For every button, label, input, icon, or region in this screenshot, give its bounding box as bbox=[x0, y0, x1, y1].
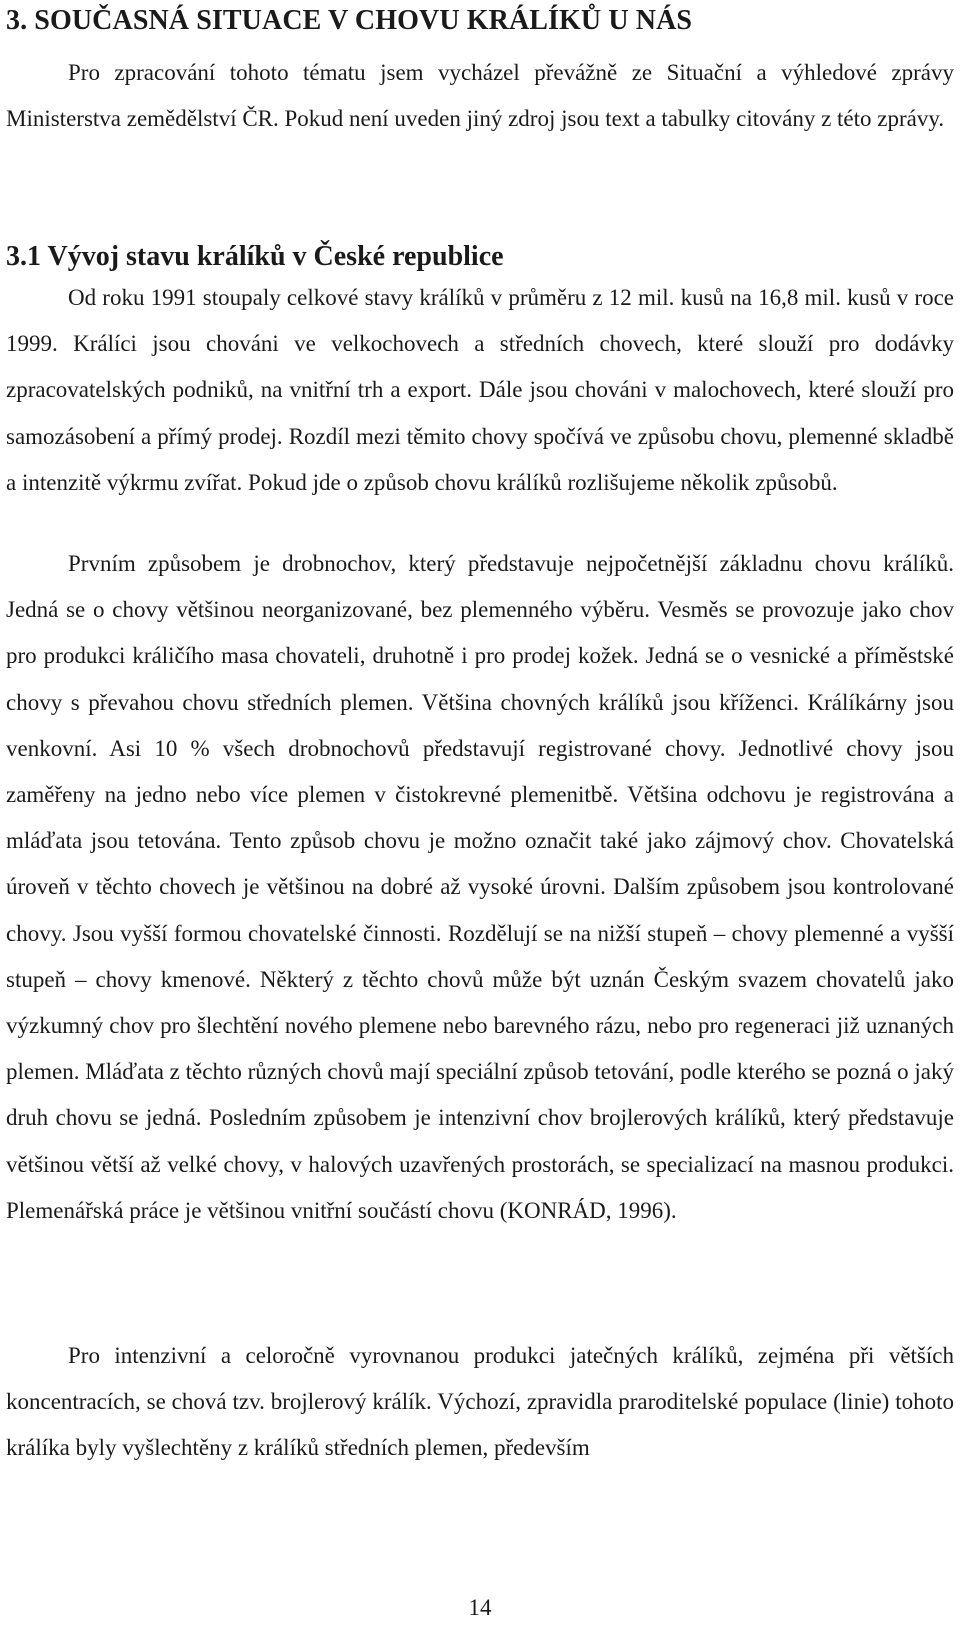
intro-paragraph: Pro zpracování tohoto tématu jsem vycházel převážně ze Situační a výhledové zprávy Ministerstva zemědělství ČR. Pokud není uveden jiný zdroj jsou text a tabulky citovány z této zprávy. bbox=[6, 60, 954, 132]
body-paragraph: Prvním způsobem je drobnochov, který představuje nejpočetnější základnu chovu králíků. Jedná se o chovy většinou neorganizované, bez plemenného výběru. Vesměs se provozuje jako chov pro produkci králičího masa chovateli, druhotně i pro prodej kožek. Jedná se o vesnické a příměstské chovy s převahou chovu středních plemen. Většina chovných králíků jsou kříženci. Králíkárny jsou venkovní. Asi 10 % všech drobnochovů představují registrované chovy. Jednotlivé chovy jsou zaměřeny na jedno nebo více plemen v čistokrevné plemenitbě. Většina odchovu je registrována a mláďata jsou tetována. Tento způsob chovu je možno označit také jako zájmový chov. Chovatelská úroveň v těchto chovech je většinou na dobré až vysoké úrovni. Dalším způsobem jsou kontrolované chovy. Jsou vyšší formou chovatelské činnosti. Rozdělují se na nižší stupeň – chovy plemenné a vyšší stupeň – chovy kmenové. Některý z těchto chovů může být uznán Českým svazem chovatelů jako výzkumný chov pro šlechtění nového plemene nebo barevného rázu, nebo pro regeneraci již uznaných plemen. Mláďata z těchto různých chovů mají speciální způsob tetování, podle kterého se pozná o jaký druh chovu se jedná. Posledním způsobem je intenzivní chov brojlerových králíků, který představuje většinou větší až velké chovy, v halových uzavřených prostorách, se specializací na masnou produkci. Plemenářská práce je většinou vnitřní součástí chovu (KONRÁD, 1996). bbox=[6, 551, 954, 1223]
section-heading: 3.1 Vývoj stavu králíků v České republice bbox=[6, 241, 504, 272]
body-paragraph: Od roku 1991 stoupaly celkové stavy králíků v průměru z 12 mil. kusů na 16,8 mil. kusů v roce 1999. Králíci jsou chováni ve velkochovech a středních chovech, které slouží pro dodávky zpracovatelských podniků, na vnitřní trh a export. Dále jsou chováni v malochovech, které slouží pro samozásobení a přímý prodej. Rozdíl mezi těmito chovy spočívá ve způsobu chovu, plemenné skladbě a intenzitě výkrmu zvířat. Pokud jde o způsob chovu králíků rozlišujeme několik způsobů. bbox=[6, 285, 954, 495]
page-number: 14 bbox=[468, 1595, 492, 1620]
body-paragraph: Pro intenzivní a celoročně vyrovnanou produkci jatečných králíků, zejména při větších koncentracích, se chová tzv. brojlerový králík. Výchozí, zpravidla praroditelské populace (linie) tohoto králíka byly vyšlechtěny z králíků středních plemen, především bbox=[6, 1343, 954, 1461]
chapter-heading: 3. SOUČASNÁ SITUACE V CHOVU KRÁLÍKŮ U NÁS bbox=[6, 5, 693, 36]
